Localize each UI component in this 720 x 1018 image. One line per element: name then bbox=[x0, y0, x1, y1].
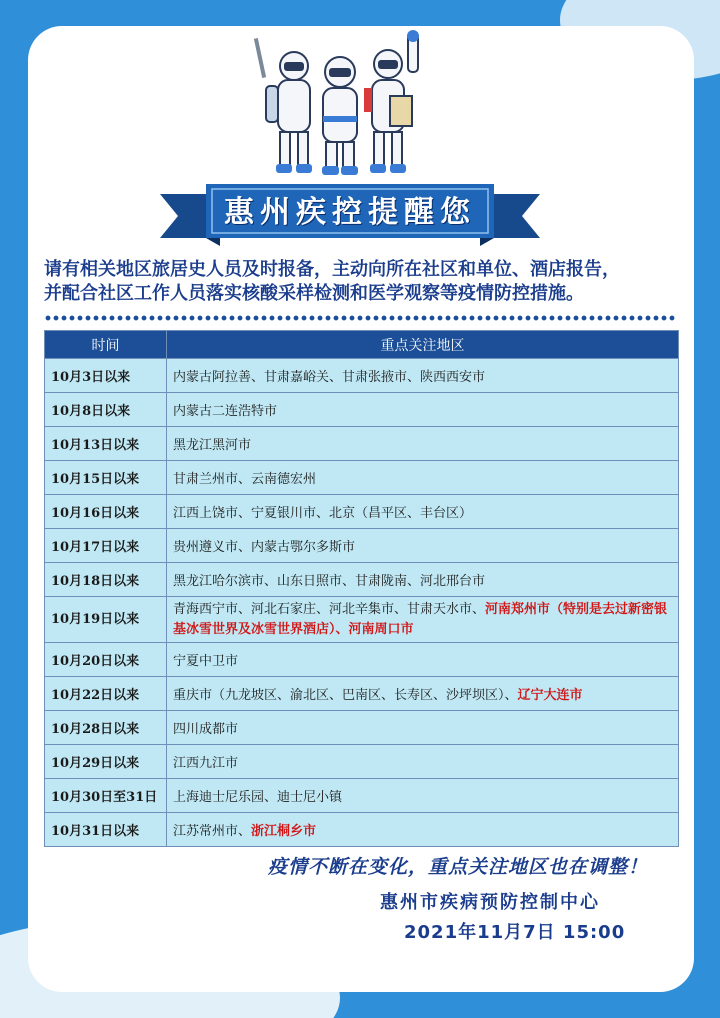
region-text: 内蒙古二连浩特市 bbox=[173, 404, 278, 419]
row-time: 10月30日至31日 bbox=[45, 779, 167, 813]
table-body bbox=[45, 359, 679, 847]
row-regions bbox=[167, 677, 679, 711]
row-regions bbox=[167, 643, 679, 677]
publish-date: 2021年11月7日 15:00 bbox=[404, 922, 626, 943]
intro-line-2: 并配合社区工作人员落实核酸采样检测和医学观察等疫情防控措施。 bbox=[44, 283, 584, 304]
row-regions bbox=[167, 529, 679, 563]
row-regions bbox=[167, 563, 679, 597]
row-regions bbox=[167, 427, 679, 461]
region-text: 重庆市（九龙坡区、渝北区、巴南区、长寿区、沙坪坝区）、 bbox=[173, 688, 518, 703]
row-time: 10月31日以来 bbox=[45, 813, 167, 847]
region-text: 上海迪士尼乐园、迪士尼小镇 bbox=[173, 790, 343, 805]
intro-line-1: 请有相关地区旅居史人员及时报备，主动向所在社区和单位、酒店报告， bbox=[44, 259, 620, 280]
table-header-row bbox=[45, 331, 679, 359]
region-text: 青海西宁市、河北石家庄、河北辛集市、甘肃天水市、 bbox=[173, 601, 486, 617]
row-regions bbox=[167, 597, 679, 643]
row-regions bbox=[167, 359, 679, 393]
row-time: 10月19日以来 bbox=[45, 597, 167, 643]
region-text: 内蒙古阿拉善、甘肃嘉峪关、甘肃张掖市、陕西西安市 bbox=[173, 370, 486, 385]
organization-name: 惠州市疾病预防控制中心 bbox=[380, 892, 600, 913]
table-row bbox=[45, 393, 679, 427]
row-time: 10月3日以来 bbox=[45, 359, 167, 393]
row-time: 10月15日以来 bbox=[45, 461, 167, 495]
row-time: 10月20日以来 bbox=[45, 643, 167, 677]
row-regions bbox=[167, 813, 679, 847]
row-time: 10月8日以来 bbox=[45, 393, 167, 427]
row-regions bbox=[167, 711, 679, 745]
table-row bbox=[45, 813, 679, 847]
intro-text bbox=[44, 258, 700, 306]
table-row bbox=[45, 427, 679, 461]
region-text: 黑龙江哈尔滨市、山东日照市、甘肃陇南、河北邢台市 bbox=[173, 574, 486, 589]
row-time: 10月22日以来 bbox=[45, 677, 167, 711]
row-time: 10月16日以来 bbox=[45, 495, 167, 529]
row-time: 10月28日以来 bbox=[45, 711, 167, 745]
focus-areas-table bbox=[44, 330, 679, 847]
row-time: 10月29日以来 bbox=[45, 745, 167, 779]
highlighted-region: 辽宁大连市 bbox=[517, 688, 583, 703]
header-region: 重点关注地区 bbox=[167, 331, 679, 359]
highlighted-region: 浙江桐乡市 bbox=[251, 824, 317, 839]
row-time: 10月13日以来 bbox=[45, 427, 167, 461]
table-row bbox=[45, 461, 679, 495]
table-row bbox=[45, 495, 679, 529]
region-text: 黑龙江黑河市 bbox=[173, 438, 252, 453]
table-row bbox=[45, 597, 679, 643]
table-row bbox=[45, 745, 679, 779]
highlighted-region: 河南郑州市（特别是去过新密银基冰雪世界及冰雪世界酒店）、河南周口市 bbox=[173, 601, 668, 637]
region-text: 贵州遵义市、内蒙古鄂尔多斯市 bbox=[173, 540, 356, 555]
region-text: 江西上饶市、宁夏银川市、北京（昌平区、丰台区） bbox=[173, 506, 473, 521]
row-regions bbox=[167, 461, 679, 495]
banner-title: 惠州疾控提醒您 bbox=[224, 195, 476, 230]
row-regions bbox=[167, 745, 679, 779]
row-regions bbox=[167, 779, 679, 813]
region-text: 宁夏中卫市 bbox=[173, 654, 239, 669]
row-regions bbox=[167, 495, 679, 529]
table-row bbox=[45, 529, 679, 563]
row-time: 10月17日以来 bbox=[45, 529, 167, 563]
table-row bbox=[45, 359, 679, 393]
region-text: 甘肃兰州市、云南德宏州 bbox=[173, 472, 317, 487]
region-text: 江西九江市 bbox=[173, 756, 239, 771]
table-row bbox=[45, 643, 679, 677]
table-row bbox=[45, 779, 679, 813]
region-text: 四川成都市 bbox=[173, 722, 239, 737]
dotted-divider bbox=[44, 314, 676, 322]
header-time: 时间 bbox=[45, 331, 167, 359]
table-row bbox=[45, 711, 679, 745]
table-row bbox=[45, 563, 679, 597]
row-time: 10月18日以来 bbox=[45, 563, 167, 597]
table-row bbox=[45, 677, 679, 711]
region-text: 江苏常州市、 bbox=[173, 824, 252, 839]
row-regions bbox=[167, 393, 679, 427]
health-workers-illustration bbox=[240, 30, 440, 180]
alert-text: 疫情不断在变化，重点关注地区也在调整！ bbox=[268, 856, 649, 878]
